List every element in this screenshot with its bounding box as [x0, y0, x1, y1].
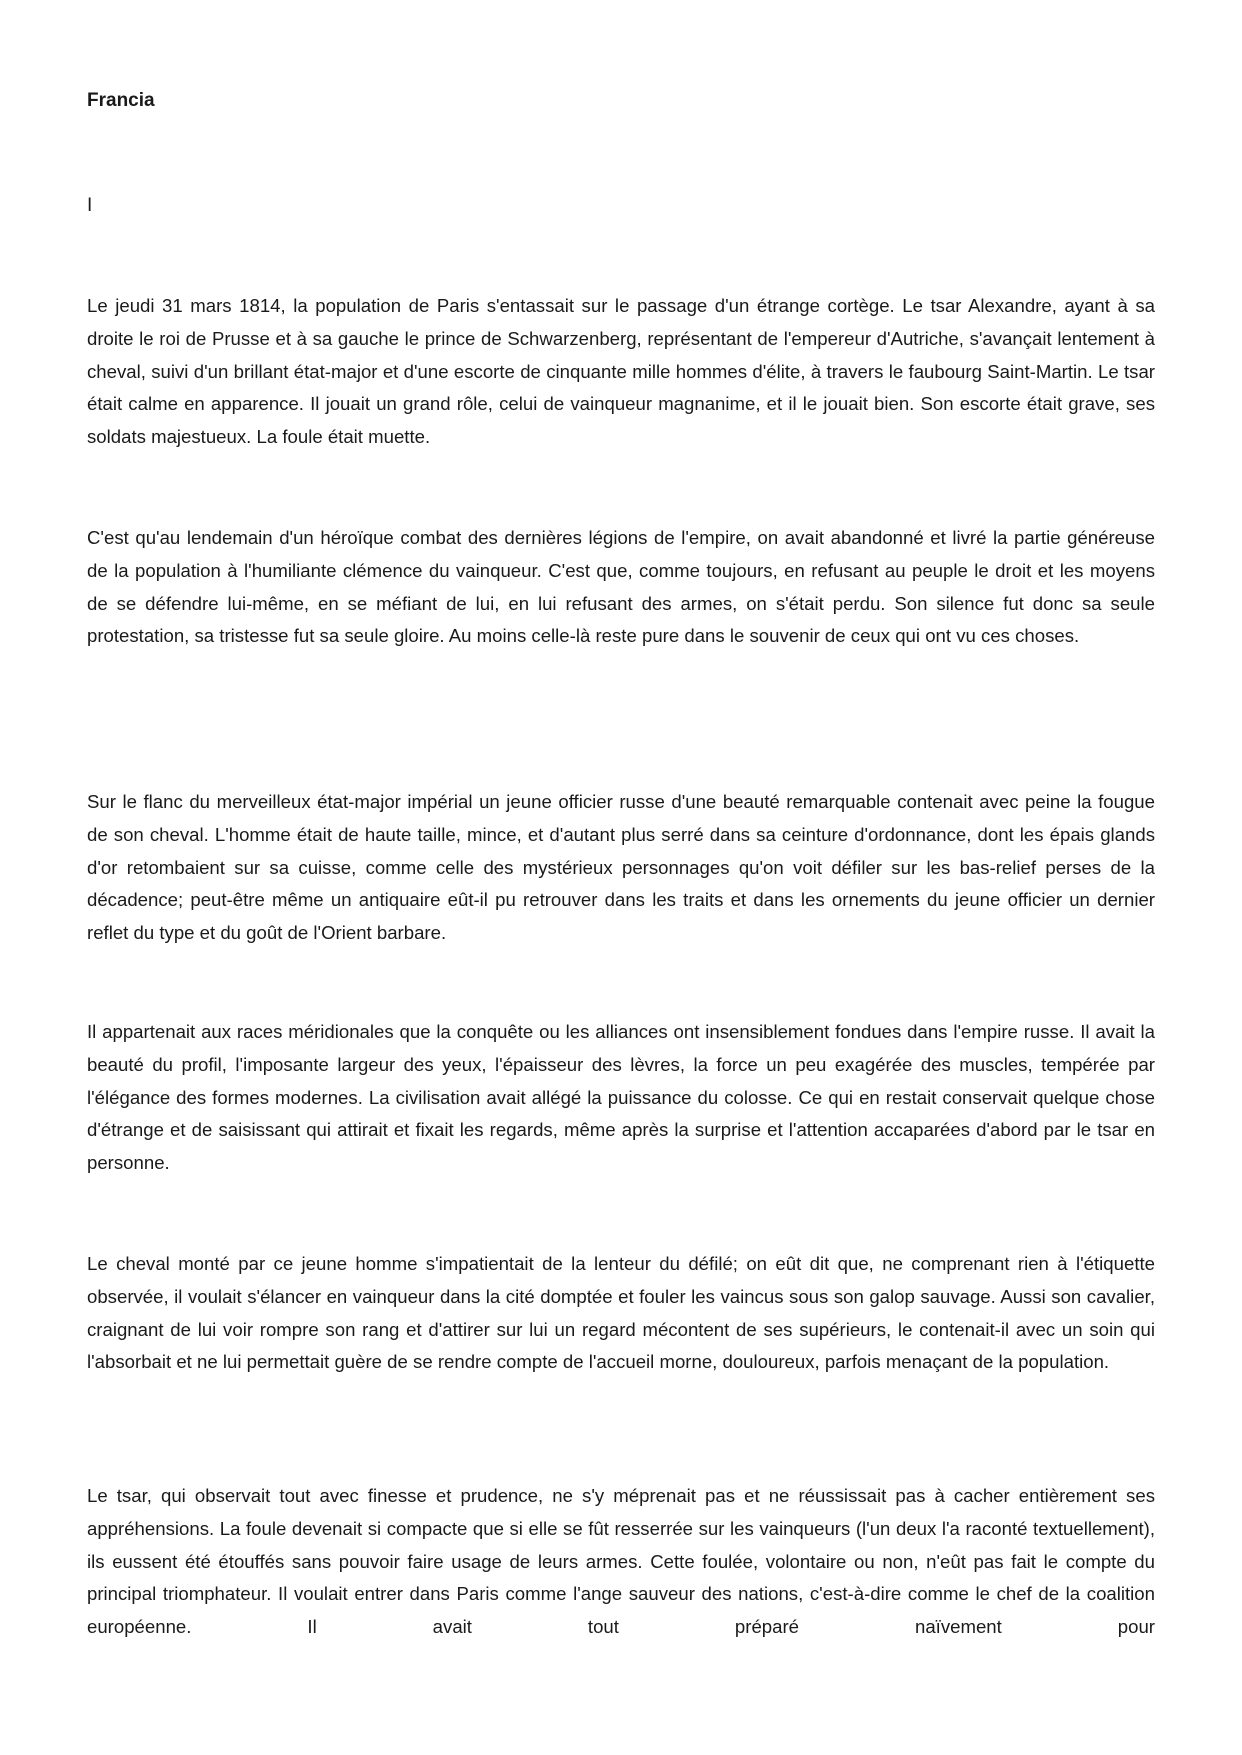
paragraph-3: Sur le flanc du merveilleux état-major impérial un jeune officier russe d'une beauté remarquable contenait avec peine la fougue de son cheval. L'homme était de haute taille, mince, et d'autant plus serré dans sa ceinture d'ordonnance, dont les épais glands d'or retombaient sur sa cuisse, comme celle des mystérieux personnages qu'on voit défiler sur les bas-relief perses de la décadence; peut-être même un antiquaire eût-il pu retrouver dans les traits et dans les ornements du jeune officier un dernier reflet du type et du goût de l'Orient barbare.: [87, 791, 1155, 944]
paragraph-6: Le tsar, qui observait tout avec finesse et prudence, ne s'y méprenait pas et ne réussissait pas à cacher entièrement ses appréhensions. La foule devenait si compacte que si elle se fût resserrée sur les vainqueurs (l'un deux l'a raconté textuellement), ils eussent été étouffés sans pouvoir faire usage de leurs armes. Cette foulée, volontaire ou non, n'eût pas fait le compte du principal triomphateur. Il voulait entrer dans Paris comme l'ange sauveur des nations, c'est-à-dire comme le chef de la coalition européenne. Il avait tout préparé naïvement pour: [87, 1485, 1155, 1638]
paragraph-2: C'est qu'au lendemain d'un héroïque combat des dernières légions de l'empire, on avait abandonné et livré la partie généreuse de la population à l'humiliante clémence du vainqueur. C'est que, comme toujours, en refusant au peuple le droit et les moyens de se défendre lui-même, en se méfiant de lui, en lui refusant des armes, on s'était perdu. Son silence fut donc sa seule protestation, sa tristesse fut sa seule gloire. Au moins celle-là reste pure dans le souvenir de ceux qui ont vu ces choses.: [87, 527, 1155, 647]
paragraph-4: Il appartenait aux races méridionales que la conquête ou les alliances ont insensiblement fondues dans l'empire russe. Il avait la beauté du profil, l'imposante largeur des yeux, l'épaisseur des lèvres, la force un peu exagérée des muscles, tempérée par l'élégance des formes modernes. La civilisation avait allégé la puissance du colosse. Ce qui en restait conservait quelque chose d'étrange et de saisissant qui attirait et fixait les regards, même après la surprise et l'attention accaparées d'abord par le tsar en personne.: [87, 1021, 1155, 1174]
paragraph-1: Le jeudi 31 mars 1814, la population de Paris s'entassait sur le passage d'un étrange cortège. Le tsar Alexandre, ayant à sa droite le roi de Prusse et à sa gauche le prince de Schwarzenberg, représentant de l'empereur d'Autriche, s'avançait lentement à cheval, suivi d'un brillant état-major et d'une escorte de cinquante mille hommes d'élite, à travers le faubourg Saint-Martin. Le tsar était calme en apparence. Il jouait un grand rôle, celui de vainqueur magnanime, et il le jouait bien. Son escorte était grave, ses soldats majestueux. La foule était muette.: [87, 295, 1155, 448]
chapter-number: I: [87, 195, 93, 216]
paragraph-5: Le cheval monté par ce jeune homme s'impatientait de la lenteur du défilé; on eût dit que, ne comprenant rien à l'étiquette observée, il voulait s'élancer en vainqueur dans la cité domptée et fouler les vaincus sous son galop sauvage. Aussi son cavalier, craignant de lui voir rompre son rang et d'attirer sur lui un regard mécontent de ses supérieurs, le contenait-il avec un soin qui l'absorbait et ne lui permettait guère de se rendre compte de l'accueil morne, douloureux, parfois menaçant de la population.: [87, 1253, 1155, 1373]
document-title: Francia: [87, 90, 155, 111]
